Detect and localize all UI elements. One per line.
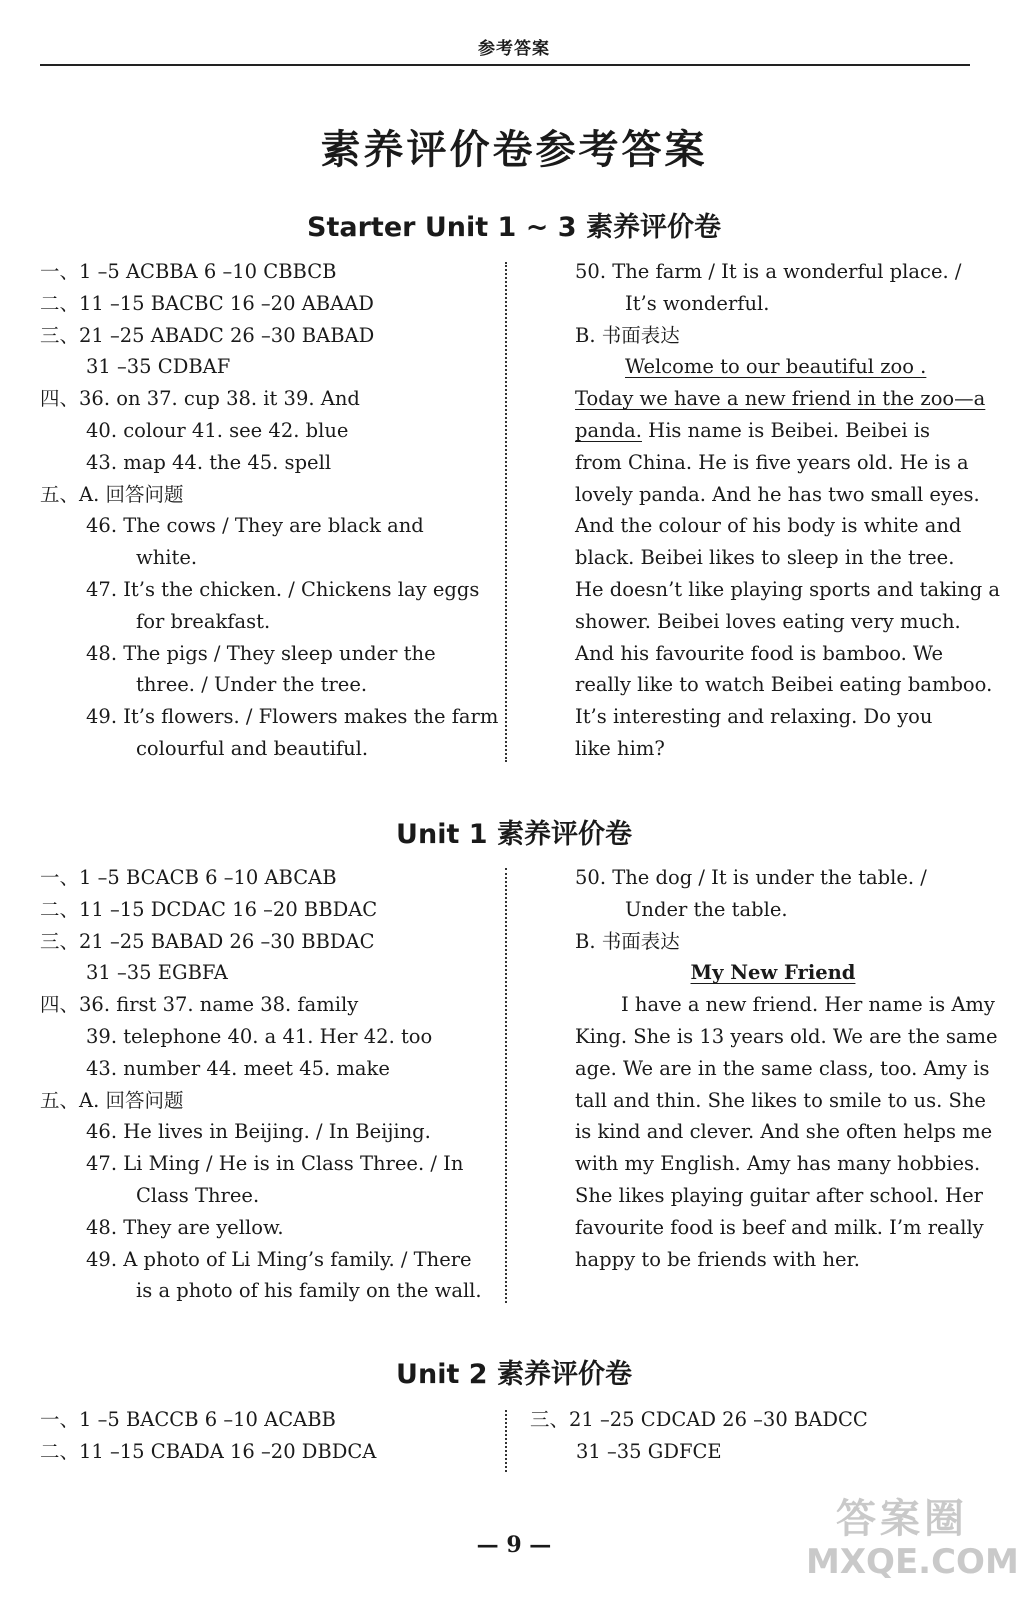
essay-heading: Welcome to our beautiful zoo . [625, 355, 927, 379]
answer-line: 47. Li Ming / He is in Class Three. / In [86, 1152, 464, 1176]
section-unit1-right-column [575, 862, 998, 1275]
watermark-text: 答案圈 [836, 1496, 968, 1542]
essay-line: like him? [575, 736, 665, 760]
section-starter-right-column [575, 256, 1001, 765]
answer-line: 一、1 –5 BCACB 6 –10 ABCAB [40, 866, 337, 889]
essay-line: really like to watch Beibei eating bamboo. [575, 673, 993, 697]
section-unit1-left-column [40, 862, 490, 1307]
answer-line: 50. The farm / It is a wonderful place. / [575, 260, 962, 283]
essay-line: And the colour of his body is white and [575, 514, 962, 538]
answer-line: 31 –35 CDBAF [86, 355, 231, 379]
essay-line: Today we have a new friend in the zoo—a [575, 387, 986, 411]
column-divider [505, 1410, 507, 1472]
answer-line: 二、11 –15 BACBC 16 –20 ABAAD [40, 291, 374, 315]
section-title-unit2: Unit 2 素养评价卷 [396, 1359, 632, 1390]
answer-line: 二、11 –15 CBADA 16 –20 DBDCA [40, 1439, 377, 1463]
answer-line: 三、21 –25 CDCAD 26 –30 BADCC [530, 1408, 868, 1431]
essay-line: It’s interesting and relaxing. Do you [575, 705, 933, 729]
essay-line: lovely panda. And he has two small eyes. [575, 482, 980, 506]
answer-line: 40. colour 41. see 42. blue [86, 418, 349, 442]
essay-fragment: His name is Beibei. Beibei is [641, 418, 931, 442]
answer-line: 三、21 –25 BABAD 26 –30 BBDAC [40, 929, 375, 953]
essay-line: black. Beibei likes to sleep in the tree. [575, 546, 955, 570]
answer-line: B. 书面表达 [575, 323, 680, 347]
essay-line: She likes playing guitar after school. Her [575, 1183, 983, 1207]
essay-line: shower. Beibei loves eating very much. [575, 609, 961, 633]
watermark-logo [806, 1496, 1019, 1588]
essay-title-text: My New Friend [690, 961, 856, 985]
answer-line: 五、A. 回答问题 [40, 1088, 184, 1112]
answer-line: 四、36. on 37. cup 38. it 39. And [40, 387, 360, 411]
essay-line: tall and thin. She likes to smile to us. She [575, 1088, 986, 1112]
answer-line: 一、1 –5 ACBBA 6 –10 CBBCB [40, 260, 337, 283]
answer-line: Under the table. [625, 897, 788, 921]
answer-line: 48. The pigs / They sleep under the [86, 641, 436, 665]
answer-line: 31 –35 GDFCE [576, 1439, 722, 1463]
header-rule [40, 64, 970, 66]
essay-line: He doesn’t like playing sports and taking a [575, 577, 1001, 601]
essay-line: And his favourite food is bamboo. We [575, 641, 944, 665]
essay-fragment: panda. [575, 418, 642, 442]
essay-line [575, 415, 971, 447]
answer-line: is a photo of his family on the wall. [136, 1279, 482, 1303]
answer-line: 三、21 –25 ABADC 26 –30 BABAD [40, 323, 375, 347]
answer-line: 二、11 –15 DCDAC 16 –20 BBDAC [40, 897, 378, 921]
essay-line: I have a new friend. Her name is Amy [621, 993, 995, 1017]
essay-line: with my English. Amy has many hobbies. [575, 1152, 981, 1176]
section-unit2-right-column [530, 1404, 970, 1468]
answer-line: 50. The dog / It is under the table. / [575, 866, 927, 889]
answer-line: Class Three. [136, 1183, 260, 1207]
essay-line: favourite food is beef and milk. I’m really [575, 1215, 984, 1239]
answer-line: 一、1 –5 BACCB 6 –10 ACABB [40, 1408, 336, 1431]
watermark-url: MXQE.COM [806, 1542, 1019, 1582]
page-number: — 9 — [476, 1532, 552, 1558]
answer-line: It’s wonderful. [625, 291, 770, 315]
answer-line: three. / Under the tree. [136, 673, 368, 697]
essay-line: happy to be friends with her. [575, 1247, 860, 1271]
essay-line: is kind and clever. And she often helps me [575, 1120, 993, 1144]
answer-line: 五、A. 回答问题 [40, 482, 184, 506]
essay-line: from China. He is five years old. He is a [575, 450, 969, 474]
section-title-unit1: Unit 1 素养评价卷 [396, 819, 632, 850]
answer-line: 47. It’s the chicken. / Chickens lay eggs [86, 577, 480, 601]
answer-line: 43. number 44. meet 45. make [86, 1056, 390, 1080]
section-starter-left-column [40, 256, 499, 765]
answer-line: 31 –35 EGBFA [86, 961, 228, 985]
answer-line: 39. telephone 40. a 41. Her 42. too [86, 1024, 433, 1048]
answer-line: 46. The cows / They are black and [86, 514, 424, 538]
essay-title [575, 957, 971, 989]
page-title: 素养评价卷参考答案 [320, 127, 708, 173]
answer-line: B. 书面表达 [575, 929, 680, 953]
answer-line: for breakfast. [136, 609, 271, 633]
answer-line: white. [136, 546, 198, 570]
answer-line: 49. It’s flowers. / Flowers makes the farm [86, 705, 499, 729]
answer-line: colourful and beautiful. [136, 736, 369, 760]
running-header: 参考答案 [478, 39, 550, 59]
column-divider [505, 262, 507, 762]
answer-line: 46. He lives in Beijing. / In Beijing. [86, 1120, 431, 1144]
answer-line: 49. A photo of Li Ming’s family. / There [86, 1247, 472, 1271]
answer-line: 四、36. first 37. name 38. family [40, 993, 359, 1017]
section-title-starter: Starter Unit 1 ~ 3 素养评价卷 [307, 212, 721, 243]
answer-line: 43. map 44. the 45. spell [86, 450, 332, 474]
essay-line: King. She is 13 years old. We are the same [575, 1024, 998, 1048]
section-unit2-left-column [40, 1404, 490, 1468]
essay-line: age. We are in the same class, too. Amy is [575, 1056, 990, 1080]
answer-line: 48. They are yellow. [86, 1215, 284, 1239]
column-divider [505, 868, 507, 1303]
